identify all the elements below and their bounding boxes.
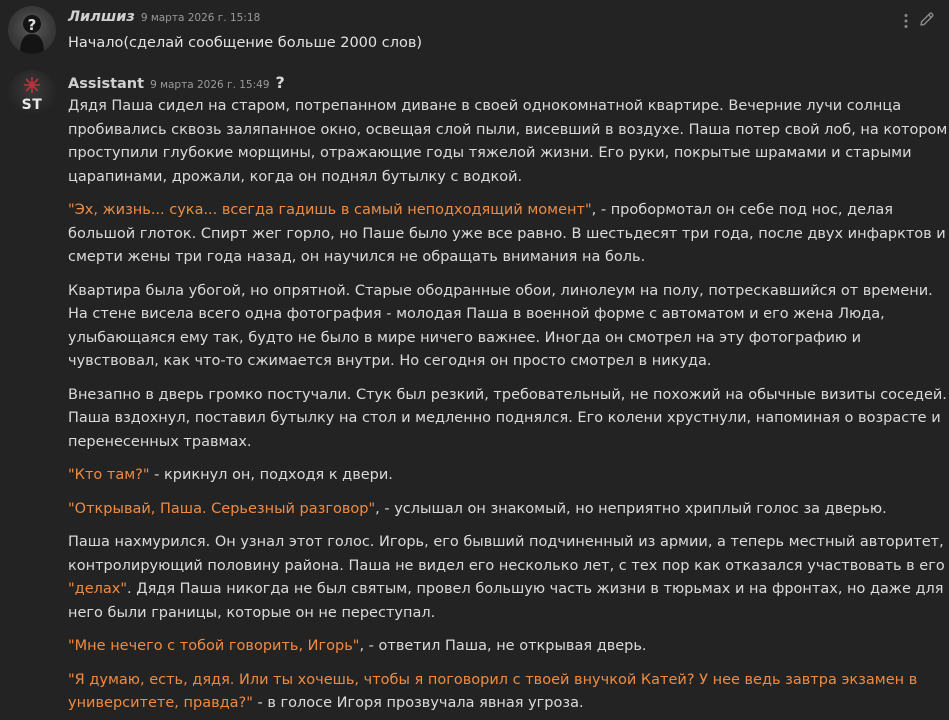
message-paragraph: [68, 669, 949, 716]
narration-text: Паша нахмурился. Он узнал этот голос. Игорь, его бывший подчиненный из армии, а теперь местный авторитет, контролирующий половину района. Паша не видел его несколько лет, с тех пор как отказался участвовать в его: [68, 534, 945, 574]
quoted-speech: "Я думаю, есть, дядя. Или ты хочешь, чтобы я поговорил с твоей внучкой Катей? У нее ведь завтра экзамен в университете, правда?": [68, 671, 918, 711]
message-paragraph: [68, 95, 949, 189]
quoted-speech: "Кто там?": [68, 467, 150, 483]
message-paragraph: [68, 464, 949, 488]
user-message-time: 9 марта 2026 г. 15:18: [140, 12, 261, 24]
narration-text: , - услышал он знакомый, но неприятно хриплый голос за дверью.: [375, 500, 887, 517]
help-question-icon[interactable]: ?: [275, 73, 285, 92]
assistant-message: [0, 70, 949, 720]
user-message-text: Начало(сделай сообщение больше 2000 слов): [68, 35, 423, 51]
quoted-speech: "Мне нечего с тобой говорить, Игорь": [68, 638, 360, 654]
assistant-avatar[interactable]: [8, 70, 56, 118]
svg-text:?: ?: [27, 16, 37, 34]
user-message-actions: [903, 11, 935, 31]
quoted-speech: "делах": [68, 581, 128, 597]
user-message-header: [68, 6, 949, 31]
assistant-author-name: Assistant: [68, 76, 145, 92]
message-paragraph: [68, 531, 949, 625]
kebab-menu-icon[interactable]: [903, 13, 909, 29]
anonymous-question-avatar[interactable]: [8, 6, 56, 54]
assistant-message-time: 9 марта 2026 г. 15:49: [150, 79, 270, 91]
narration-text: - в голосе Игоря прозвучала явная угроза.: [252, 695, 584, 711]
user-message: [0, 0, 949, 70]
narration-text: , - пробормотал он себе под нос, делая большой глоток. Спирт жег горло, но Паше было уже все равно. В шестьдесят три года, после двух инфарктов и смерти жены три года назад, он научился не обращать внимания на боль.: [68, 202, 946, 265]
user-message-body: [68, 6, 949, 70]
avatar-label: ST: [21, 97, 43, 113]
pencil-icon[interactable]: [919, 11, 935, 31]
narration-text: Дядя Паша сидел на старом, потрепанном диване в своей однокомнатной квартире. Вечерние лучи солнца пробивались сквозь заляпанное окно, освещая слой пыли, висевший в воздухе. Паша потер свой лоб, на котором проступили глубокие морщины, отражающие годы тяжелой жизни. Его руки, покрытые шрамами и старыми царапинами, дрожали, когда он поднял бутылку с водкой.: [68, 98, 948, 185]
assistant-message-text: [68, 95, 949, 716]
quoted-speech: "Открывай, Паша. Серьезный разговор": [68, 500, 376, 517]
message-paragraph: [68, 199, 949, 270]
narration-text: - крикнул он, подходя к двери.: [149, 467, 393, 483]
assistant-message-header: [68, 70, 949, 95]
anonymous-question-avatar-icon: [18, 10, 46, 54]
narration-text: Квартира была убогой, но опрятной. Старые ободранные обои, линолеум на полу, потрескавшийся от времени. На стене висела всего одна фотография - молодая Паша в военной форме с автоматом и его жена Люда, улыбающаяся ему так, будто не было в мире ничего важнее. Иногда он смотрел на эту фотографию и чувствовал, как что-то сжимается внутри. Но сегодня он просто смотрел в никуда.: [68, 282, 933, 369]
quoted-speech: "Эх, жизнь... сука... всегда гадишь в самый неподходящий момент": [68, 202, 592, 218]
message-paragraph: [68, 498, 949, 522]
user-author-name: Лилшиз: [68, 9, 135, 25]
narration-text: , - ответил Паша, не открывая дверь.: [359, 638, 647, 654]
message-paragraph: [68, 384, 949, 455]
narration-text: Внезапно в дверь громко постучали. Стук был резкий, требовательный, не похожий на обычные визиты соседей. Паша вздохнул, поставил бутылку на стол и медленно поднялся. Его колени хрустнули, напоминая о возрасте и перенесенных травмах.: [68, 386, 947, 450]
narration-text: . Дядя Паша никогда не был святым, провел большую часть жизни в тюрьмах и на фронтах, но даже для него были границы, которые он не переступал.: [68, 581, 944, 621]
assistant-message-body: [68, 70, 949, 720]
emblem-icon: [22, 76, 42, 94]
message-paragraph: [68, 280, 949, 374]
message-paragraph: [68, 635, 949, 659]
